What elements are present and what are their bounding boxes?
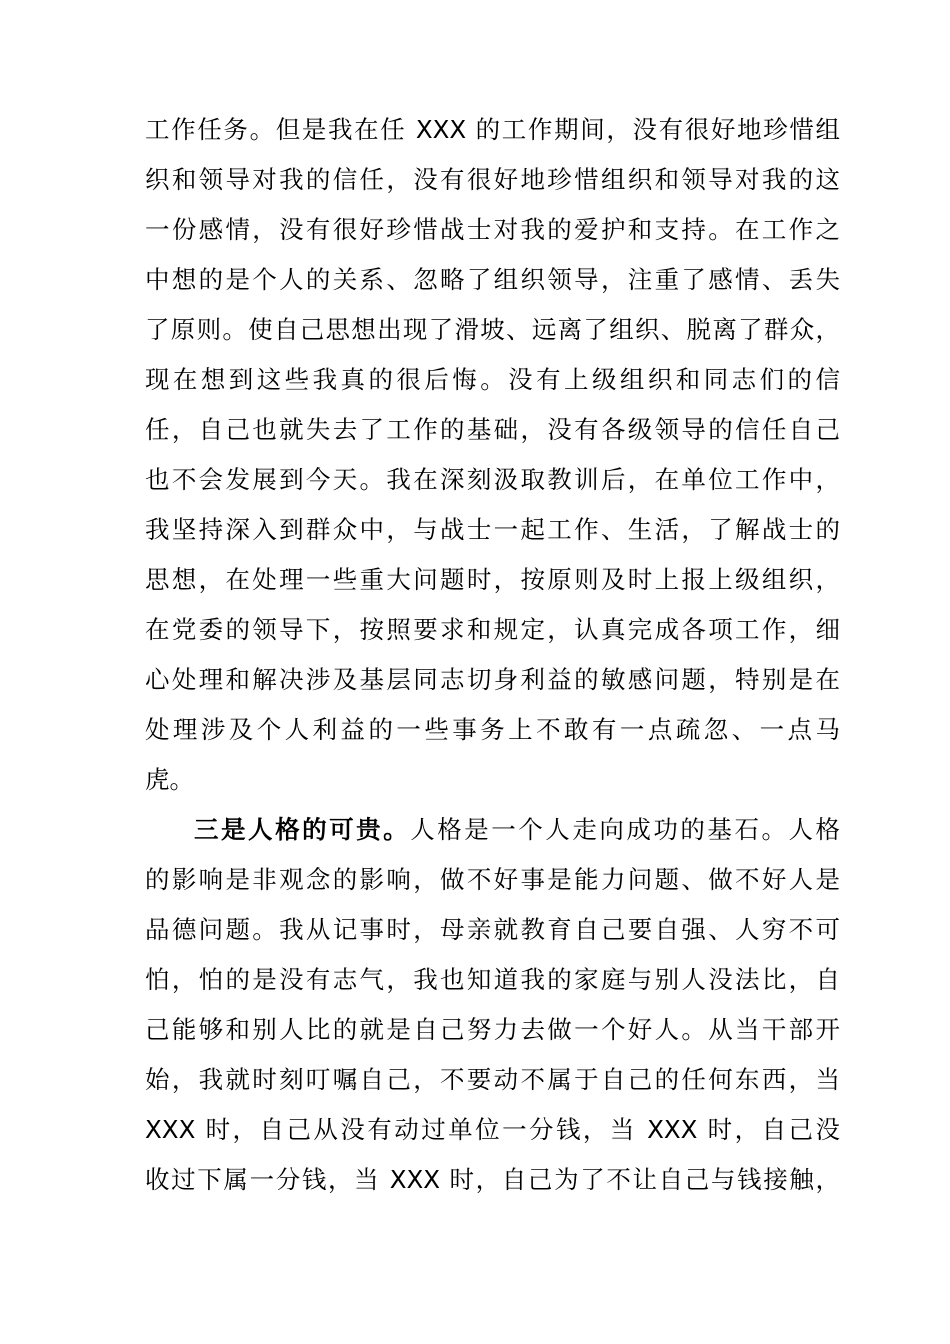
paragraph-1-line-1: 工作任务。但是我在任 XXX 的工作期间，没有很好地珍惜组 xyxy=(145,115,840,144)
paragraph-1-line-4: 中想的是个人的关系、忽略了组织领导，注重了感情、丢失 xyxy=(145,265,840,294)
paragraph-2-line-5: 己能够和别人比的就是自己努力去做一个好人。从当干部开 xyxy=(145,1015,840,1044)
paragraph-1-line-5: 了原则。使自己思想出现了滑坡、远离了组织、脱离了群众， xyxy=(145,315,840,344)
paragraph-2-line-8: 收过下属一分钱，当 XXX 时，自己为了不让自己与钱接触， xyxy=(145,1165,840,1194)
paragraph-1-line-7: 任，自己也就失去了工作的基础，没有各级领导的信任自己 xyxy=(145,415,840,444)
paragraph-1-line-11: 在党委的领导下，按照要求和规定，认真完成各项工作，细 xyxy=(145,615,840,644)
paragraph-1-line-10: 思想，在处理一些重大问题时，按原则及时上报上级组织， xyxy=(145,565,840,594)
paragraph-2-line-2: 的影响是非观念的影响，做不好事是能力问题、做不好人是 xyxy=(145,865,840,894)
paragraph-1-line-12: 心处理和解决涉及基层同志切身利益的敏感问题，特别是在 xyxy=(145,665,840,694)
paragraph-2-line-7: XXX 时，自己从没有动过单位一分钱，当 XXX 时，自己没 xyxy=(145,1115,840,1144)
paragraph-1-line-6: 现在想到这些我真的很后悔。没有上级组织和同志们的信 xyxy=(145,365,840,394)
paragraph-2-line-6: 始，我就时刻叮嘱自己，不要动不属于自己的任何东西，当 xyxy=(145,1065,840,1094)
paragraph-2-line-3: 品德问题。我从记事时，母亲就教育自己要自强、人穷不可 xyxy=(145,915,840,944)
paragraph-1-line-2: 织和领导对我的信任，没有很好地珍惜组织和领导对我的这 xyxy=(145,165,840,194)
paragraph-1-line-9: 我坚持深入到群众中，与战士一起工作、生活，了解战士的 xyxy=(145,515,840,544)
paragraph-1-line-8: 也不会发展到今天。我在深刻汲取教训后，在单位工作中， xyxy=(145,465,840,494)
paragraph-1-line-3: 一份感情，没有很好珍惜战士对我的爱护和支持。在工作之 xyxy=(145,215,840,244)
paragraph-1-line-13: 处理涉及个人利益的一些事务上不敢有一点疏忽、一点马 xyxy=(145,715,840,744)
section-heading: 三是人格的可贵。 xyxy=(194,815,411,844)
paragraph-1-line-14: 虎。 xyxy=(145,765,194,794)
paragraph-2-first-line-text: 人格是一个人走向成功的基石。人格 xyxy=(410,815,841,844)
paragraph-2-line-4: 怕，怕的是没有志气，我也知道我的家庭与别人没法比，自 xyxy=(145,965,840,994)
paragraph-2-first-line xyxy=(194,805,840,855)
